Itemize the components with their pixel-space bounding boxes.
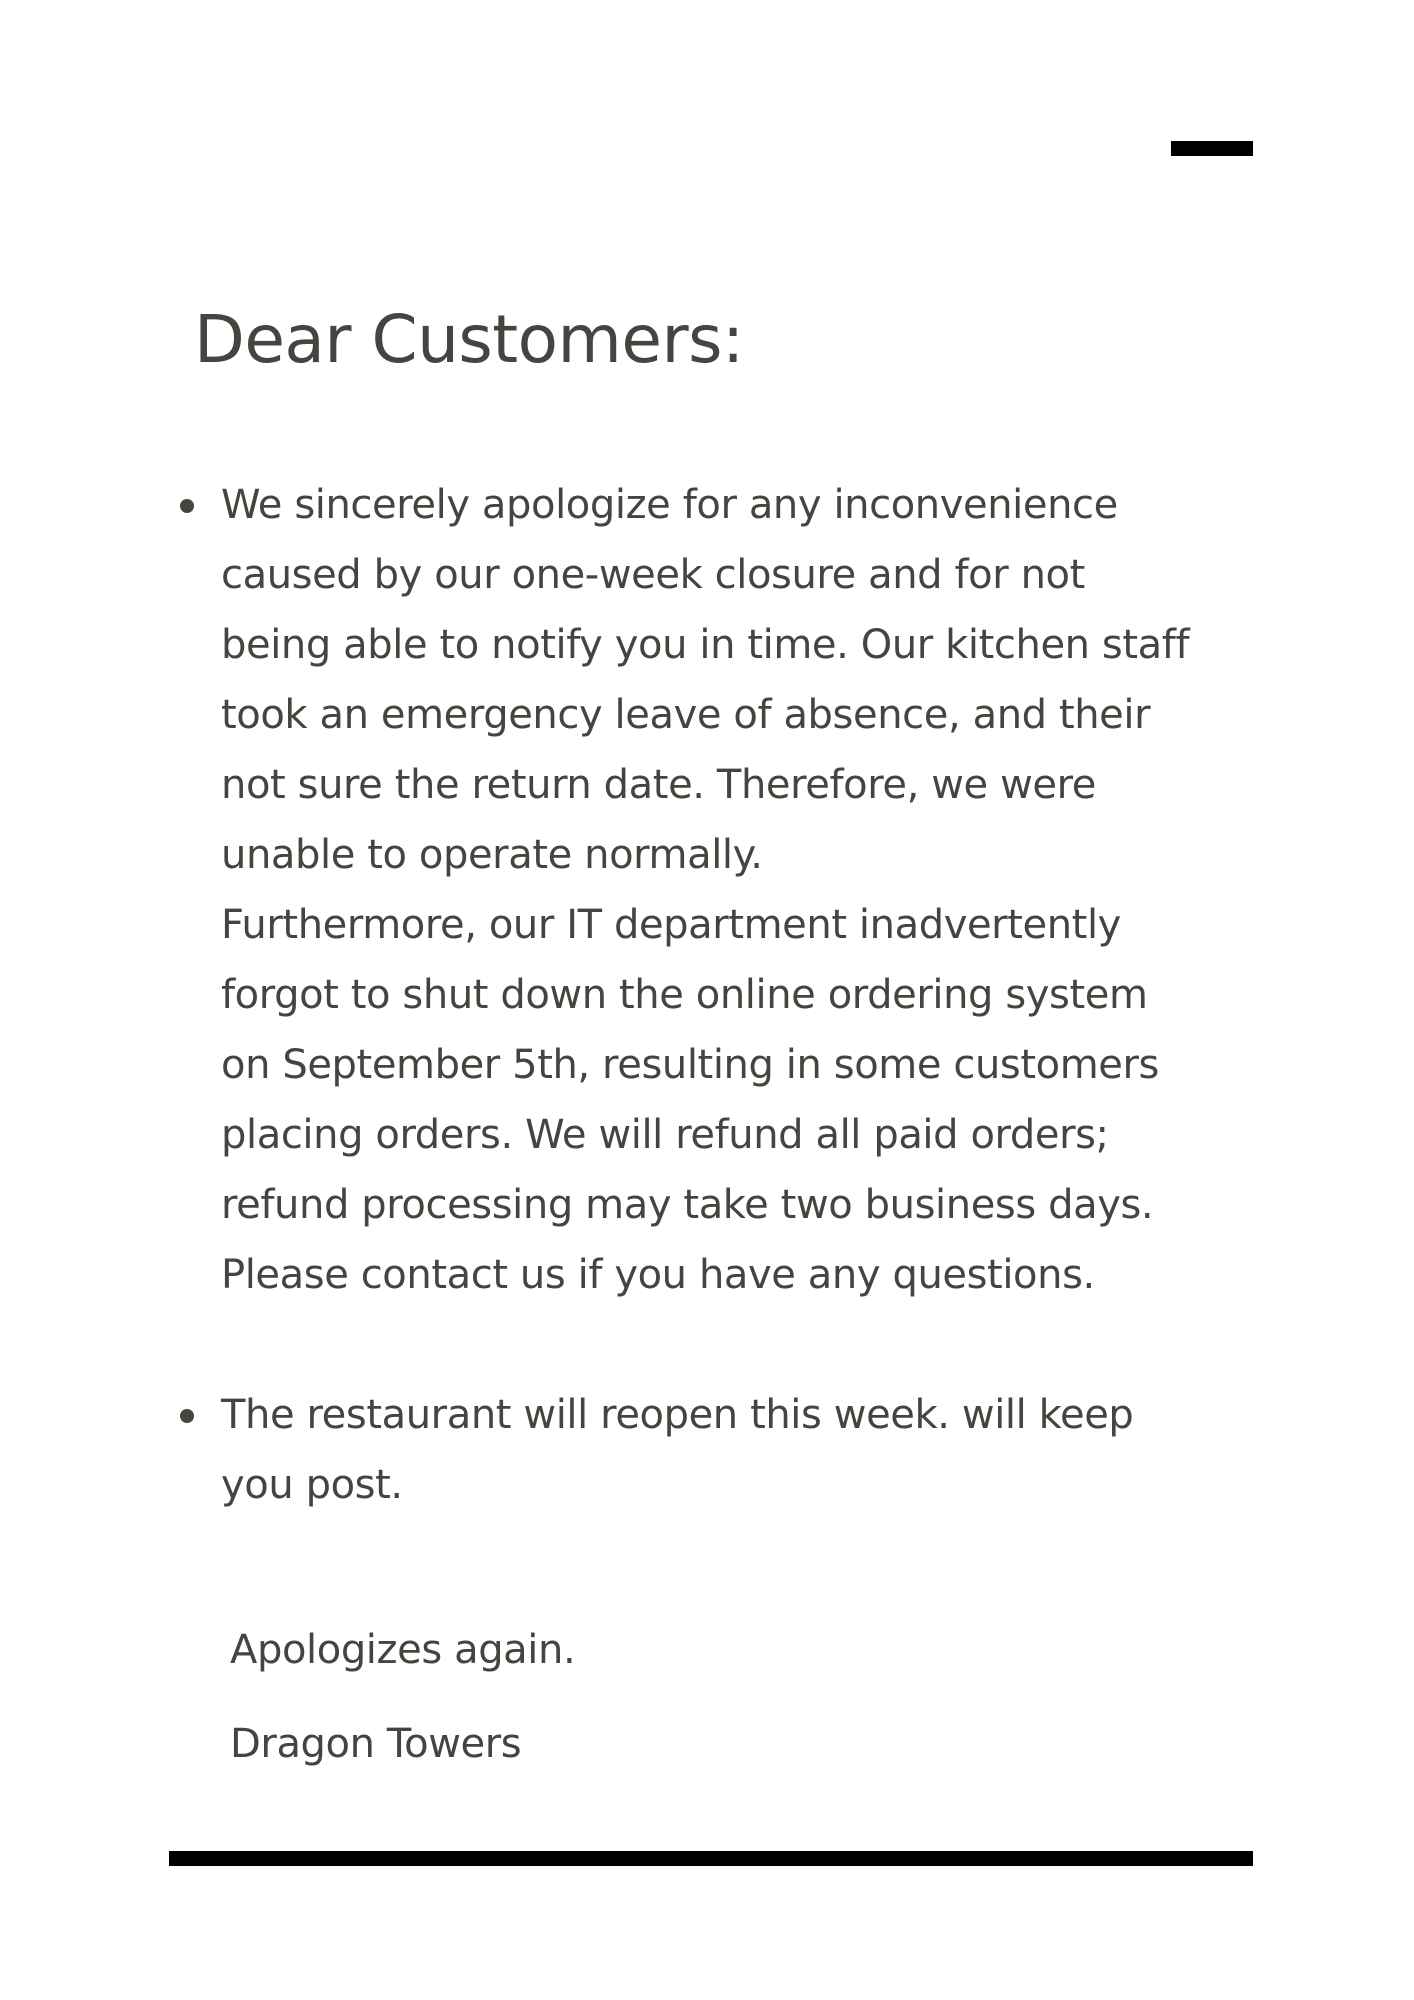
text-line: being able to notify you in time. Our kitchen staff [221, 622, 1190, 668]
text-line: refund processing may take two business days. [221, 1182, 1154, 1228]
text-line: placing orders. We will refund all paid orders; [221, 1112, 1109, 1158]
text-line: on September 5th, resulting in some customers [221, 1042, 1159, 1088]
bottom-rule [169, 1851, 1253, 1866]
text-line: unable to operate normally. [221, 832, 763, 878]
notice-item-closure [221, 470, 1281, 1310]
text-line: Furthermore, our IT department inadvertently [221, 902, 1121, 948]
text-line: you post. [221, 1462, 403, 1508]
text-line: caused by our one-week closure and for not [221, 552, 1085, 598]
text-line: took an emergency leave of absence, and their [221, 692, 1151, 738]
signature: Dragon Towers [230, 1721, 522, 1767]
text-line: not sure the return date. Therefore, we were [221, 762, 1096, 808]
text-line: Please contact us if you have any questions. [221, 1252, 1095, 1298]
top-accent-bar [1171, 141, 1253, 156]
closing-line: Apologizes again. [230, 1627, 576, 1673]
notice-item-reopen [221, 1380, 1281, 1520]
text-line: We sincerely apologize for any inconvenience [221, 482, 1118, 528]
text-line: The restaurant will reopen this week. will keep [221, 1392, 1134, 1438]
bullet-dot [180, 499, 194, 513]
bullet-dot [180, 1409, 194, 1423]
page-heading: Dear Customers: [194, 301, 744, 378]
text-line: forgot to shut down the online ordering system [221, 972, 1148, 1018]
